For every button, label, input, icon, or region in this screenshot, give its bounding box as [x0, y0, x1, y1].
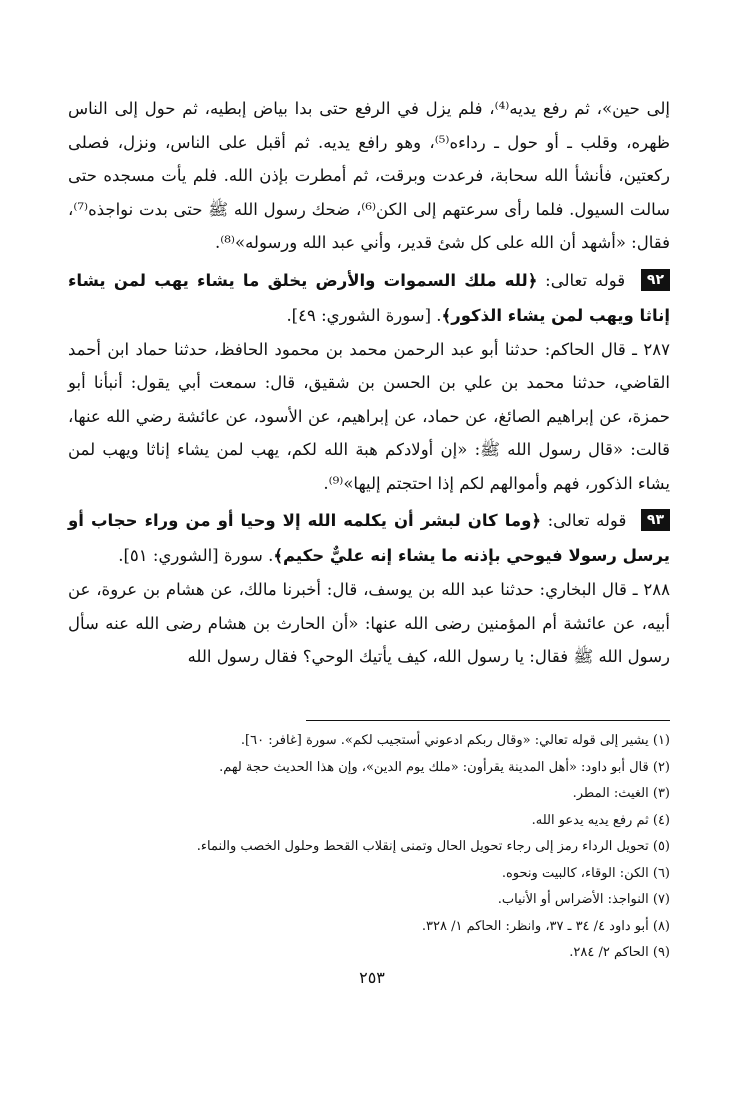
section-number-badge: ٩٢ [641, 269, 670, 291]
hadith-287: ٢٨٧ ـ قال الحاكم: حدثنا أبو عبد الرحمن محمد بن محمود الحافظ، حدثنا حماد ابن أحمد القاضي، حدثنا محمد بن علي بن الحسن بن شقيق، قال: سمعت أبي يقول: أنبأنا أبو حمزة، عن إبراهيم الصائغ، عن حماد، عن إبراهيم، عن الأسود، عن عائشة رضي الله عنها، قالت: «قال رسول الله ﷺ: «إن أولادكم هبة الله لكم، يهب لمن يشاء إناثا ويهب لمن يشاء الذكور، فهم وأموالهم لكم إذا احتجتم إليها»⁽⁹⁾. [68, 339, 670, 493]
verse-lead: قوله تعالى: [547, 511, 627, 530]
verse-reference: . [سورة الشوري: ٤٩]. [286, 305, 442, 325]
footnote-3: (٣) الغيث: المطر. [572, 786, 670, 801]
footnote-6: (٦) الكن: الوقاء، كالبيت ونحوه. [501, 865, 670, 881]
page-body [68, 92, 670, 674]
verse-reference: . سورة [الشوري: ٥١]. [118, 546, 274, 565]
footnote-5: (٥) تحويل الرداء رمز إلى رجاء تحويل الحال وتمنى إنقلاب القحط وحلول الخصب والنماء. [196, 839, 670, 854]
verse-lead: قوله تعالى: [545, 270, 626, 290]
footnote-divider [306, 720, 670, 721]
hadith-288: ٢٨٨ ـ قال البخاري: حدثنا عبد الله بن يوسف، قال: أخبرنا مالك، عن هشام بن عروة، عن أبيه، عن عائشة أم المؤمنين رضى الله عنها: «أن الحارث بن هشام رضى الله عنه سأل رسول الله ﷺ فقال: يا رسول الله، كيف يأتيك الوحي؟ فقال رسول الله [68, 580, 670, 666]
footnote-9: (٩) الحاكم ٢/ ٢٨٤. [569, 945, 670, 960]
footnotes [68, 728, 670, 967]
footnote-2: (٢) قال أبو داود: «أهل المدينة يقرأون: «ملك يوم الدين»، وإن هذا الحديث حجة لهم. [219, 759, 670, 775]
verse-heading-92 [68, 263, 670, 333]
footnote-7: (٧) النواجذ: الأضراس أو الأنياب. [497, 892, 670, 907]
verse-heading-93 [68, 503, 670, 573]
section-number-badge: ٩٣ [641, 509, 670, 531]
footnote-1: (١) يشير إلى قوله تعالي: «وقال ربكم ادعوني أستجيب لكم». سورة [غافر: ٦٠]. [240, 733, 670, 748]
footnote-4: (٤) ثم رفع يديه يدعو الله. [531, 812, 670, 828]
page-number: ٢٥٣ [359, 968, 385, 987]
quran-verse: ﴿لله ملك السموات والأرض يخلق ما يشاء يهب لمن يشاء إناثا ويهب لمن يشاء الذكور﴾ [68, 270, 670, 325]
quran-verse: ﴿وما كان لبشر أن يكلمه الله إلا وحيا أو من وراء حجاب أو يرسل رسولا فيوحي بإذنه ما يشاء إنه عليٌّ حكيم﴾ [68, 511, 670, 565]
footnote-8: (٨) أبو داود ٤/ ٣٤ ـ ٣٧، وانظر: الحاكم ١/ ٣٢٨. [421, 918, 670, 934]
paragraph-continuation: إلى حين»، ثم رفع يديه⁽⁴⁾، فلم يزل في الرفع حتى بدا بياض إبطيه، ثم حول إلى الناس ظهره، وقلب ـ أو حول ـ رداءه⁽⁵⁾، وهو رافع يديه. ثم أقبل على الناس، ونزل، فصلى ركعتين، فأنشأ الله سحابة، فرعدت وبرقت، ثم أمطرت بإذن الله. فلم يأت مسجده حتى سالت السيول. فلما رأى سرعتهم إلى الكن⁽⁶⁾، ضحك رسول الله ﷺ حتى بدت نواجذه⁽⁷⁾، فقال: «أشهد أن الله على كل شئ قدير، وأني عبد الله ورسوله»⁽⁸⁾. [68, 99, 671, 252]
